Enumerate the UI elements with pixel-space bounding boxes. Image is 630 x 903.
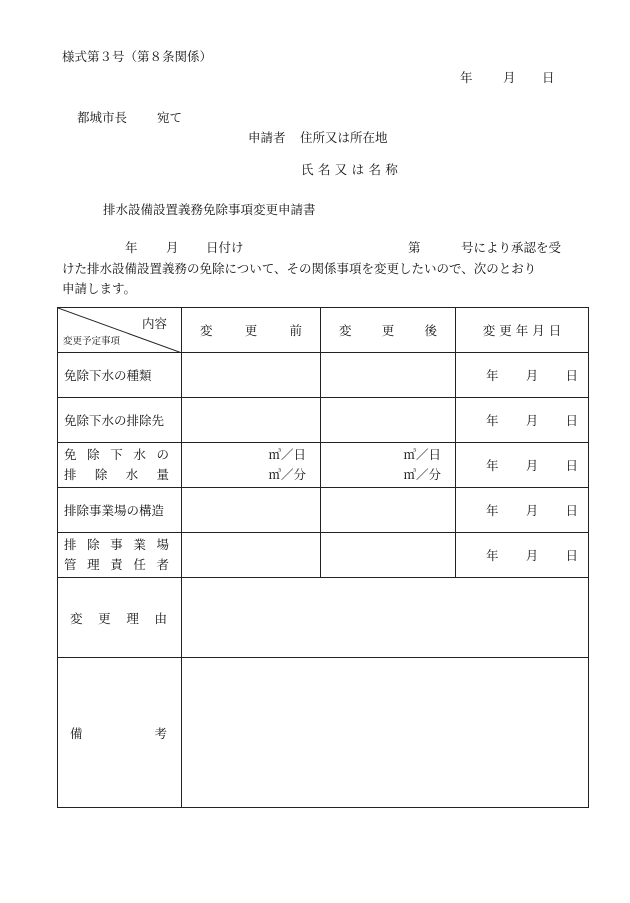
row-type-after[interactable] <box>321 353 456 398</box>
date-day: 日 <box>565 503 578 518</box>
header-after-char: 変 <box>339 323 352 338</box>
change-table <box>57 307 589 808</box>
row-manager-date[interactable] <box>456 533 589 578</box>
row-volume-date[interactable] <box>456 443 589 488</box>
applicant-name-label: 氏名又は名称 <box>301 162 403 177</box>
manager-char: 管 <box>64 557 77 572</box>
volume-char: 免 <box>64 447 77 462</box>
header-before-char: 前 <box>289 323 302 338</box>
volume-char: 水 <box>133 447 146 462</box>
row-destination-after[interactable] <box>321 398 456 443</box>
header-after-char: 後 <box>424 323 437 338</box>
volume-char: 量 <box>156 467 169 482</box>
row-destination-date[interactable] <box>456 398 589 443</box>
manager-char: 理 <box>87 557 100 572</box>
form-number: 様式第３号（第８条関係） <box>62 49 213 64</box>
date-year: 年 <box>486 458 499 473</box>
remarks-char: 備 <box>70 725 83 741</box>
unit-per-minute: ㎥／分 <box>268 467 306 482</box>
manager-char: 任 <box>133 557 146 572</box>
addressee-mayor: 都城市長 <box>77 110 128 125</box>
remarks-char: 考 <box>154 725 167 741</box>
header-before-char: 更 <box>244 323 258 338</box>
row-destination-before[interactable] <box>182 398 321 443</box>
header-diagonal-cell <box>58 308 182 353</box>
row-remarks-field[interactable] <box>182 658 589 808</box>
row-manager-label <box>58 533 182 578</box>
date-day: 日 <box>565 413 578 428</box>
row-volume-before[interactable] <box>182 443 321 488</box>
manager-char: 者 <box>156 557 169 572</box>
row-type-date[interactable] <box>456 353 589 398</box>
header-item-label: 変更予定事項 <box>63 336 121 347</box>
unit-per-day: ㎥／日 <box>403 447 441 462</box>
manager-char: 排 <box>64 537 77 552</box>
row-structure-before[interactable] <box>182 488 321 533</box>
row-manager-after[interactable] <box>321 533 456 578</box>
date-year: 年 <box>486 548 499 563</box>
reason-char: 由 <box>154 610 167 626</box>
date-year: 年 <box>486 368 499 383</box>
header-content-label: 内容 <box>141 316 167 331</box>
reason-char: 変 <box>70 610 83 626</box>
manager-char: 場 <box>156 537 169 552</box>
header-change-date <box>456 308 589 353</box>
volume-char: 下 <box>110 447 123 462</box>
manager-char: 業 <box>133 537 146 552</box>
volume-char: 除 <box>94 467 108 482</box>
row-type-before[interactable] <box>182 353 321 398</box>
body-no: 第 <box>408 240 421 255</box>
volume-char: の <box>156 447 169 462</box>
body-month: 月 <box>166 240 179 255</box>
row-manager-before[interactable] <box>182 533 321 578</box>
addressee-suffix: 宛て <box>157 110 183 125</box>
date-month: 月 <box>525 503 539 518</box>
row-structure-date[interactable] <box>456 488 589 533</box>
volume-char: 除 <box>87 447 100 462</box>
body-day: 日付け <box>206 240 244 255</box>
date-month: 月 <box>525 368 539 383</box>
date-month: 月 <box>525 413 539 428</box>
date-day-label: 日 <box>542 70 555 85</box>
row-remarks-label <box>58 658 182 808</box>
date-year-label: 年 <box>460 70 473 85</box>
manager-char: 事 <box>110 537 123 552</box>
manager-char: 除 <box>87 537 100 552</box>
unit-per-minute: ㎥／分 <box>403 467 441 482</box>
row-reason-field[interactable] <box>182 578 589 658</box>
volume-char: 水 <box>125 467 139 482</box>
date-day: 日 <box>565 548 578 563</box>
header-before-char: 変 <box>200 323 213 338</box>
manager-char: 責 <box>110 557 123 572</box>
date-day: 日 <box>565 458 578 473</box>
row-structure-label: 排除事業場の構造 <box>58 488 182 533</box>
body-year: 年 <box>125 240 138 255</box>
header-after-char: 更 <box>381 323 395 338</box>
applicant-address-label: 住所又は所在地 <box>300 130 388 145</box>
row-volume-after[interactable] <box>321 443 456 488</box>
document-title: 排水設備設置義務免除事項変更申請書 <box>103 202 316 217</box>
row-structure-after[interactable] <box>321 488 456 533</box>
date-month-label: 月 <box>503 70 516 85</box>
header-before <box>182 308 321 353</box>
date-month: 月 <box>525 458 539 473</box>
unit-per-day: ㎥／日 <box>268 447 306 462</box>
row-volume-label <box>58 443 182 488</box>
volume-char: 排 <box>64 467 77 482</box>
header-after <box>321 308 456 353</box>
row-destination-label: 免除下水の排除先 <box>58 398 182 443</box>
date-year: 年 <box>486 503 499 518</box>
reason-char: 更 <box>98 610 111 626</box>
row-type-label: 免除下水の種類 <box>58 353 182 398</box>
date-day: 日 <box>565 368 578 383</box>
body-line-2: けた排水設備設置義務の免除について、その関係事項を変更したいので、次のとおり <box>62 261 537 276</box>
date-year: 年 <box>486 413 499 428</box>
header-change-date-label: 変 更 年 月 日 <box>482 323 562 338</box>
applicant-label: 申請者 <box>248 130 286 145</box>
body-rest: 号により承認を受 <box>461 240 562 255</box>
row-reason-label <box>58 578 182 658</box>
body-line-3: 申請します。 <box>62 281 137 296</box>
date-month: 月 <box>525 548 539 563</box>
reason-char: 理 <box>126 610 139 626</box>
